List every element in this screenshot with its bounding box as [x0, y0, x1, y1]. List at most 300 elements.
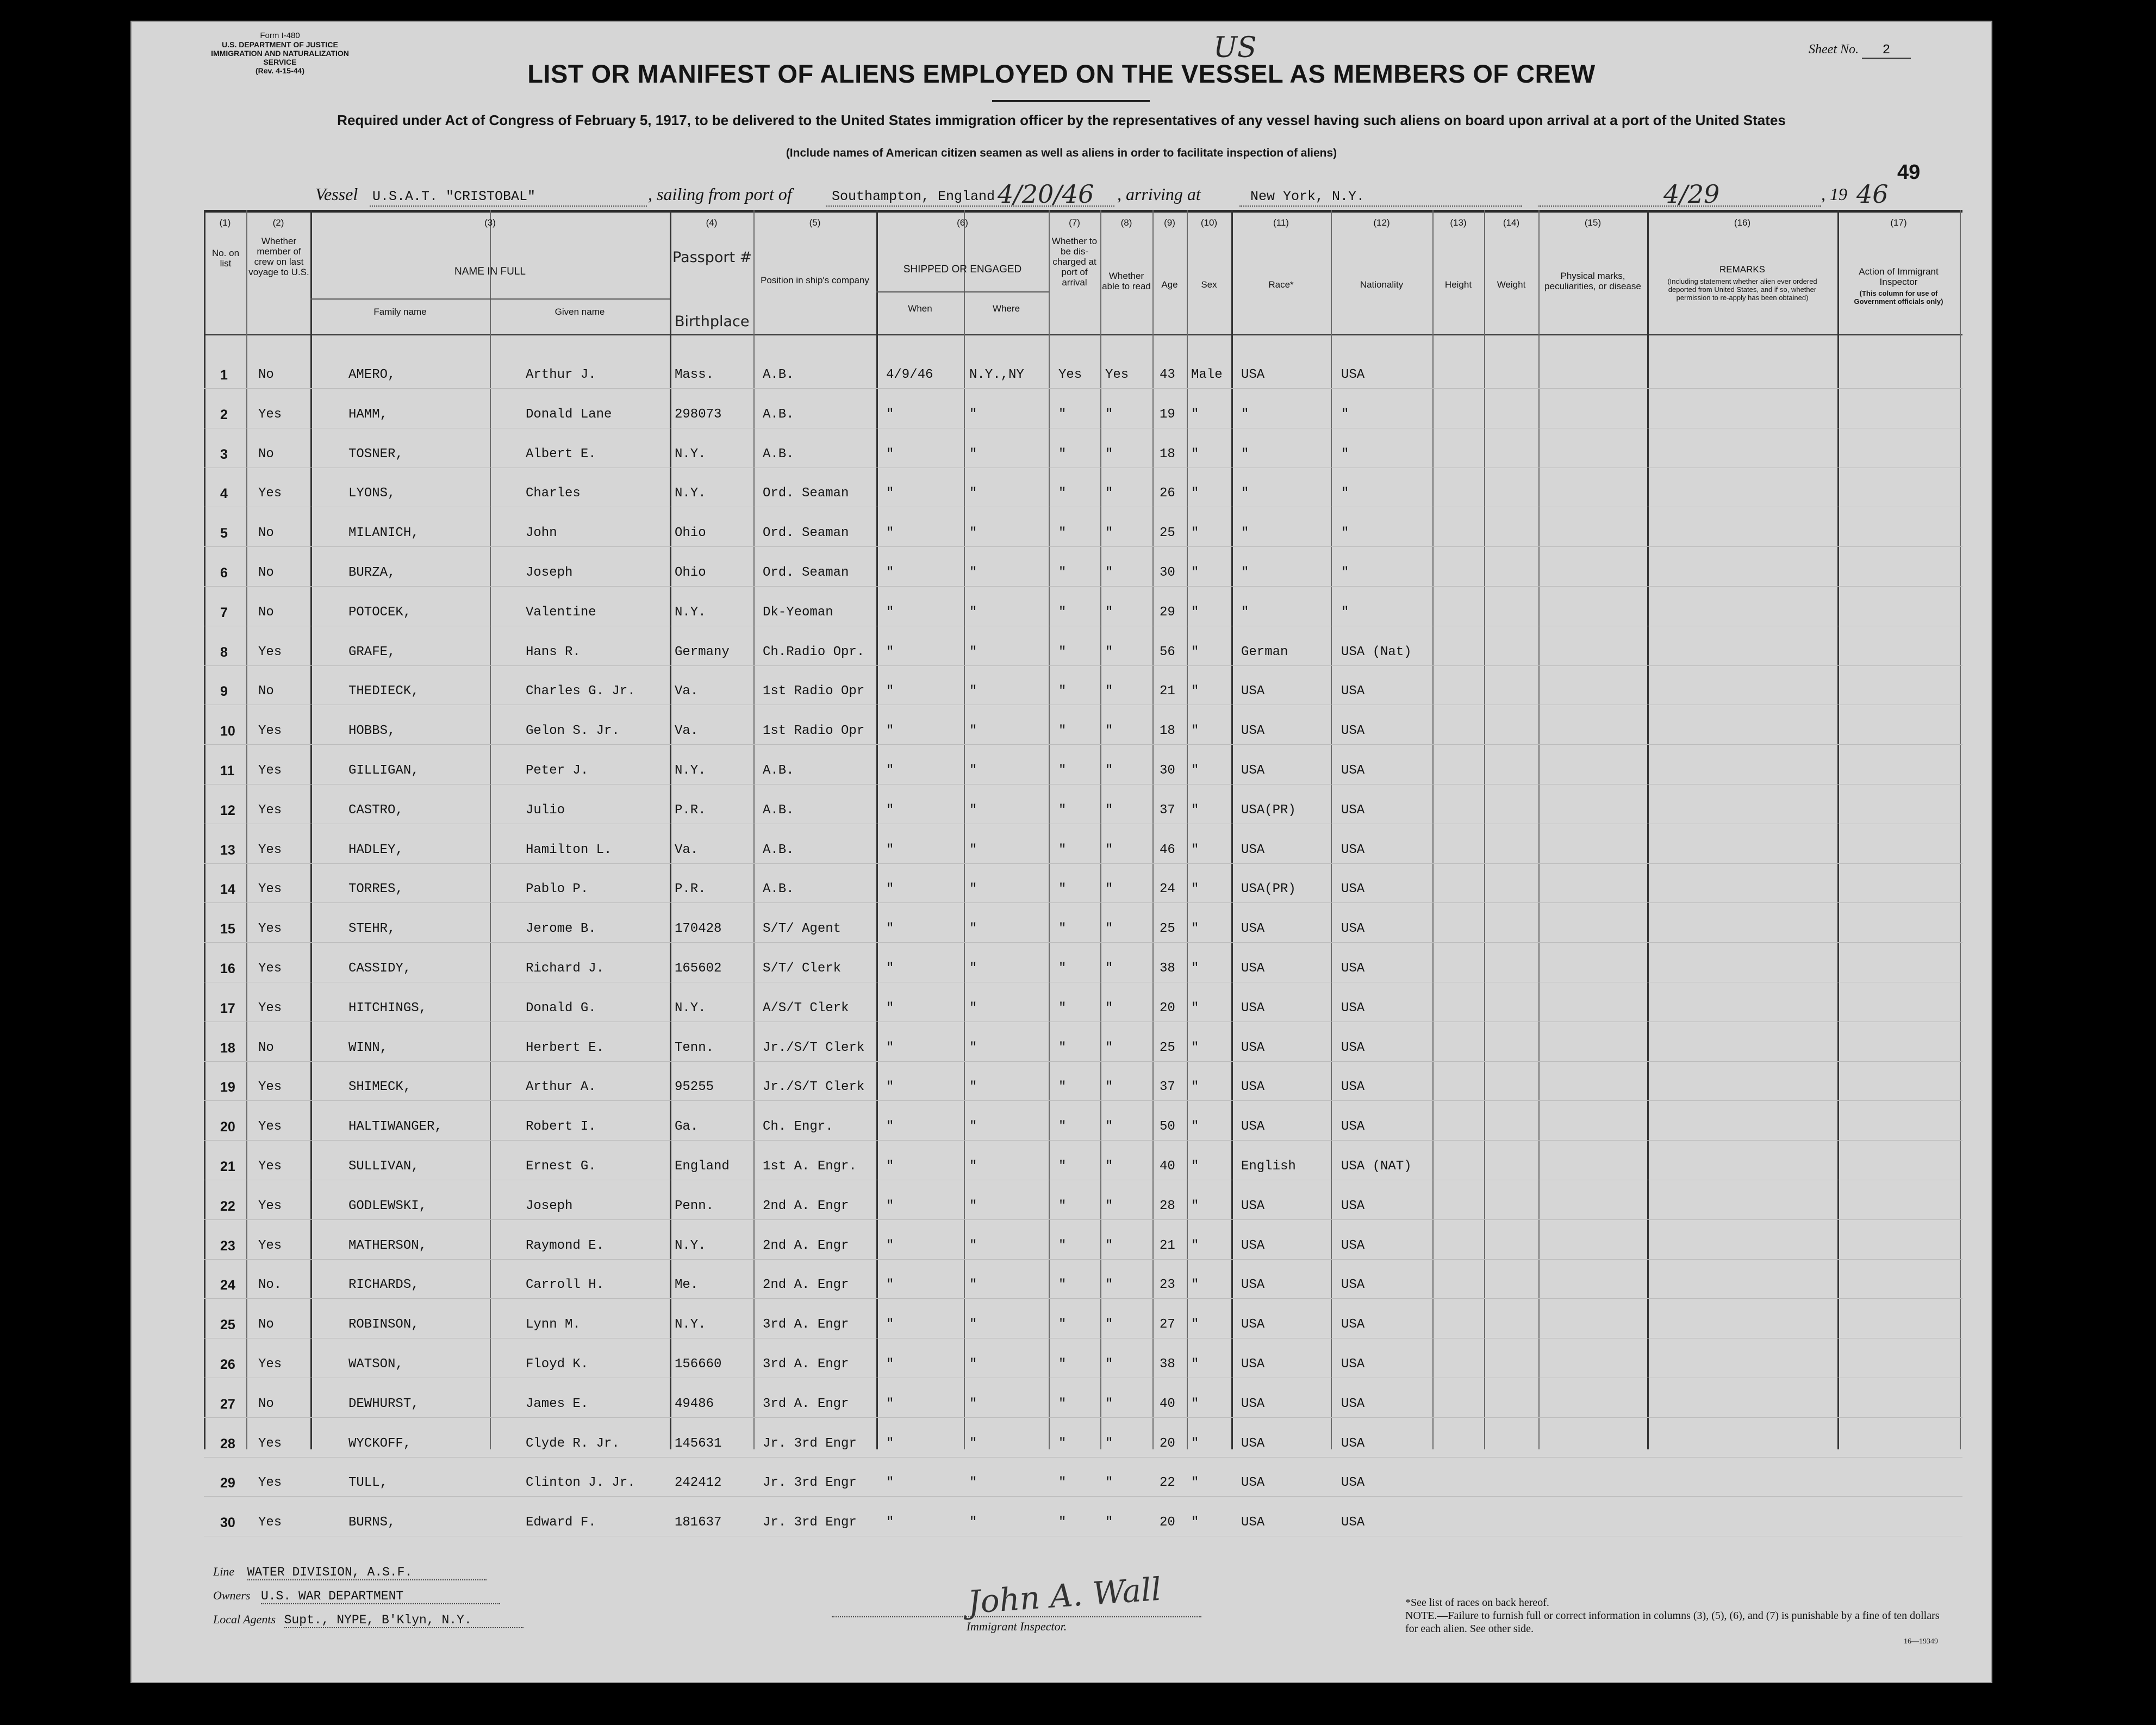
- row-position: Jr./S/T Clerk: [763, 1041, 865, 1055]
- row-last-voyage: No: [258, 605, 274, 620]
- row-family-name: HITCHINGS,: [348, 1001, 427, 1016]
- row-sex: ": [1191, 1397, 1199, 1411]
- row-shipped-where: ": [969, 1278, 977, 1292]
- row-position: A.B.: [763, 882, 794, 896]
- row-race: USA: [1241, 1001, 1265, 1016]
- row-discharged: ": [1058, 1397, 1067, 1411]
- row-race: USA: [1241, 1475, 1265, 1490]
- row-race: USA: [1241, 1238, 1265, 1253]
- row-nationality: USA: [1341, 368, 1365, 382]
- row-last-voyage: Yes: [258, 1475, 282, 1490]
- row-discharged: ": [1058, 1357, 1067, 1372]
- header-family-name: Family name: [373, 307, 427, 317]
- row-position: A.B.: [763, 803, 794, 818]
- row-nationality: USA: [1341, 1397, 1365, 1411]
- row-last-voyage: Yes: [258, 843, 282, 857]
- row-family-name: HALTIWANGER,: [348, 1119, 443, 1134]
- row-number: 15: [220, 921, 235, 937]
- row-discharged: ": [1058, 486, 1067, 501]
- row-age: 30: [1160, 763, 1175, 778]
- column-divider: [246, 210, 247, 1449]
- column-divider: [1231, 210, 1233, 1449]
- header-race: Race*: [1268, 279, 1294, 290]
- row-family-name: POTOCEK,: [348, 605, 412, 620]
- row-discharged: ": [1058, 1001, 1067, 1016]
- manifest-page: [130, 21, 1992, 1683]
- row-birthplace: Ohio: [675, 565, 706, 580]
- row-shipped-where: ": [969, 1080, 977, 1094]
- table-row: [204, 843, 1962, 864]
- row-last-voyage: Yes: [258, 1159, 282, 1174]
- row-able-to-read: ": [1105, 763, 1113, 778]
- row-number: 1: [220, 368, 228, 383]
- crew-table: [204, 210, 1962, 1530]
- row-sex: ": [1191, 1119, 1199, 1134]
- row-last-voyage: No: [258, 447, 274, 462]
- row-discharged: ": [1058, 763, 1067, 778]
- row-discharged: Yes: [1058, 368, 1082, 382]
- header-where: Where: [992, 303, 1020, 314]
- row-nationality: USA: [1341, 1001, 1365, 1016]
- header-able-to-read: Whether able to read: [1102, 271, 1151, 291]
- row-shipped-when: ": [886, 961, 894, 976]
- title-rule: [992, 100, 1150, 102]
- table-row: [204, 447, 1962, 469]
- row-number: 8: [220, 645, 228, 660]
- row-discharged: ": [1058, 526, 1067, 540]
- row-race: USA(PR): [1241, 803, 1296, 818]
- table-row: [204, 961, 1962, 983]
- row-shipped-when: ": [886, 1317, 894, 1332]
- row-last-voyage: Yes: [258, 1080, 282, 1094]
- row-age: 28: [1160, 1199, 1175, 1213]
- table-row: [204, 486, 1962, 508]
- form-revision: (Rev. 4-15-44): [255, 66, 304, 75]
- row-given-name: Carroll H.: [526, 1278, 605, 1292]
- row-number: 30: [220, 1515, 235, 1530]
- table-row: [204, 1041, 1962, 1062]
- table-row: [204, 565, 1962, 587]
- header-top-rule: [204, 210, 1962, 213]
- row-shipped-where: ": [969, 1159, 977, 1174]
- row-number: 11: [220, 763, 235, 779]
- header-given-name: Given name: [554, 307, 605, 317]
- row-age: 20: [1160, 1436, 1175, 1451]
- row-discharged: ": [1058, 1475, 1067, 1490]
- row-race: ": [1241, 526, 1249, 540]
- row-number: 9: [220, 684, 228, 699]
- table-row: [204, 763, 1962, 785]
- date-underline: [1538, 205, 1821, 207]
- row-position: Ord. Seaman: [763, 526, 849, 540]
- row-shipped-where: ": [969, 447, 977, 462]
- col-number: (11): [1273, 217, 1289, 228]
- header-bottom-rule: [204, 334, 1962, 335]
- row-age: 21: [1160, 684, 1175, 699]
- row-position: A.B.: [763, 447, 794, 462]
- row-nationality: ": [1341, 526, 1349, 540]
- row-position: Ord. Seaman: [763, 565, 849, 580]
- row-shipped-when: ": [886, 1199, 894, 1213]
- row-shipped-where: ": [969, 526, 977, 540]
- row-family-name: STEHR,: [348, 921, 396, 936]
- row-able-to-read: ": [1105, 1159, 1113, 1174]
- row-position: Ord. Seaman: [763, 486, 849, 501]
- row-age: 19: [1160, 407, 1175, 422]
- row-given-name: Pablo P.: [526, 882, 589, 896]
- row-able-to-read: ": [1105, 486, 1113, 501]
- row-nationality: USA (NAT): [1341, 1159, 1412, 1174]
- row-discharged: ": [1058, 1199, 1067, 1213]
- row-sex: ": [1191, 961, 1199, 976]
- row-shipped-where: ": [969, 565, 977, 580]
- row-nationality: ": [1341, 407, 1349, 422]
- row-family-name: WYCKOFF,: [348, 1436, 412, 1451]
- row-birthplace: P.R.: [675, 803, 706, 818]
- row-given-name: Clyde R. Jr.: [526, 1436, 620, 1451]
- row-able-to-read: ": [1105, 1238, 1113, 1253]
- row-nationality: USA: [1341, 961, 1365, 976]
- row-last-voyage: Yes: [258, 763, 282, 778]
- col-number: (12): [1373, 217, 1390, 228]
- header-remarks: REMARKS: [1719, 264, 1766, 275]
- col-number: (3): [484, 217, 496, 228]
- table-row: [204, 1317, 1962, 1339]
- row-sex: ": [1191, 803, 1199, 818]
- row-race: USA: [1241, 1278, 1265, 1292]
- row-race: USA: [1241, 1199, 1265, 1213]
- row-discharged: ": [1058, 1041, 1067, 1055]
- row-age: 18: [1160, 724, 1175, 738]
- row-sex: ": [1191, 565, 1199, 580]
- col-number: (6): [957, 217, 968, 228]
- column-divider: [1100, 210, 1101, 1449]
- row-shipped-when: ": [886, 1119, 894, 1134]
- row-family-name: HOBBS,: [348, 724, 396, 738]
- row-position: A.B.: [763, 763, 794, 778]
- row-able-to-read: ": [1105, 684, 1113, 699]
- row-discharged: ": [1058, 1515, 1067, 1530]
- row-family-name: AMERO,: [348, 368, 396, 382]
- row-nationality: USA: [1341, 803, 1365, 818]
- column-divider: [1484, 210, 1485, 1449]
- row-age: 29: [1160, 605, 1175, 620]
- column-divider: [1152, 210, 1154, 1449]
- row-family-name: THEDIECK,: [348, 684, 419, 699]
- row-age: 30: [1160, 565, 1175, 580]
- row-shipped-when: ": [886, 1357, 894, 1372]
- row-age: 50: [1160, 1119, 1175, 1134]
- owners-label: Owners: [213, 1589, 251, 1602]
- row-able-to-read: ": [1105, 526, 1113, 540]
- column-divider: [964, 210, 965, 1449]
- row-position: 2nd A. Engr: [763, 1199, 849, 1213]
- row-able-to-read: ": [1105, 1317, 1113, 1332]
- row-shipped-where: ": [969, 605, 977, 620]
- column-divider: [204, 210, 205, 1449]
- column-divider: [1837, 210, 1839, 1449]
- row-birthplace: 145631: [675, 1436, 722, 1451]
- row-able-to-read: ": [1105, 961, 1113, 976]
- row-discharged: ": [1058, 724, 1067, 738]
- row-position: Jr. 3rd Engr: [763, 1515, 857, 1530]
- page-title: LIST OR MANIFEST OF ALIENS EMPLOYED ON THE VESSEL AS MEMBERS OF CREW: [527, 59, 1596, 88]
- row-family-name: LYONS,: [348, 486, 396, 501]
- row-birthplace: 49486: [675, 1397, 714, 1411]
- row-number: 27: [220, 1397, 235, 1412]
- row-number: 13: [220, 843, 235, 858]
- row-shipped-when: ": [886, 447, 894, 462]
- row-birthplace: 170428: [675, 921, 722, 936]
- header-remarks-note: (Including statement whether alien ever ordered deported from United States, and if so, whether permission to re-apply has been obtained): [1667, 277, 1817, 302]
- row-able-to-read: ": [1105, 1357, 1113, 1372]
- row-shipped-when: ": [886, 1159, 894, 1174]
- row-number: 4: [220, 486, 228, 501]
- row-sex: ": [1191, 1436, 1199, 1451]
- col-number: (13): [1450, 217, 1467, 228]
- row-number: 12: [220, 803, 235, 818]
- row-sex: ": [1191, 1278, 1199, 1292]
- row-number: 26: [220, 1357, 235, 1372]
- vessel-line: [315, 173, 1889, 211]
- row-last-voyage: Yes: [258, 803, 282, 818]
- row-shipped-when: ": [886, 724, 894, 738]
- row-position: Ch. Engr.: [763, 1119, 833, 1134]
- table-row: [204, 1199, 1962, 1220]
- row-shipped-when: ": [886, 645, 894, 659]
- row-family-name: SHIMECK,: [348, 1080, 412, 1094]
- row-able-to-read: ": [1105, 1119, 1113, 1134]
- row-race: USA: [1241, 921, 1265, 936]
- row-shipped-where: ": [969, 1397, 977, 1411]
- row-nationality: USA: [1341, 843, 1365, 857]
- row-sex: Male: [1191, 368, 1223, 382]
- row-age: 40: [1160, 1159, 1175, 1174]
- table-row: [204, 724, 1962, 745]
- row-shipped-where: N.Y.,NY: [969, 368, 1024, 382]
- row-shipped-where: ": [969, 1041, 977, 1055]
- row-nationality: USA: [1341, 882, 1365, 896]
- row-given-name: Charles: [526, 486, 581, 501]
- row-family-name: BURNS,: [348, 1515, 396, 1530]
- row-shipped-where: ": [969, 1119, 977, 1134]
- row-shipped-when: ": [886, 565, 894, 580]
- row-last-voyage: Yes: [258, 724, 282, 738]
- row-shipped-where: ": [969, 1475, 977, 1490]
- row-given-name: Floyd K.: [526, 1357, 589, 1372]
- row-sex: ": [1191, 724, 1199, 738]
- row-race: USA: [1241, 368, 1265, 382]
- row-family-name: BURZA,: [348, 565, 396, 580]
- row-shipped-where: ": [969, 1001, 977, 1016]
- row-shipped-when: ": [886, 803, 894, 818]
- agents-label: Local Agents: [213, 1612, 276, 1626]
- column-divider: [876, 210, 878, 1449]
- row-last-voyage: Yes: [258, 1238, 282, 1253]
- col-number: (9): [1164, 217, 1175, 228]
- row-able-to-read: ": [1105, 645, 1113, 659]
- row-given-name: Edward F.: [526, 1515, 596, 1530]
- row-shipped-when: 4/9/46: [886, 368, 933, 382]
- table-row: [204, 605, 1962, 627]
- row-age: 20: [1160, 1001, 1175, 1016]
- row-shipped-when: ": [886, 1238, 894, 1253]
- row-position: 1st Radio Opr: [763, 724, 865, 738]
- row-shipped-when: ": [886, 843, 894, 857]
- row-given-name: Hans R.: [526, 645, 581, 659]
- row-age: 27: [1160, 1317, 1175, 1332]
- agents-underline: [284, 1612, 524, 1628]
- row-race: USA: [1241, 1080, 1265, 1094]
- row-number: 17: [220, 1001, 235, 1016]
- row-position: Jr. 3rd Engr: [763, 1436, 857, 1451]
- row-shipped-where: ": [969, 1238, 977, 1253]
- row-race: USA: [1241, 1515, 1265, 1530]
- arriving-label: , arriving at: [1117, 184, 1201, 204]
- row-race: USA: [1241, 961, 1265, 976]
- row-sex: ": [1191, 1080, 1199, 1094]
- row-birthplace: N.Y.: [675, 447, 706, 462]
- row-sex: ": [1191, 1475, 1199, 1490]
- row-last-voyage: Yes: [258, 486, 282, 501]
- sailing-date: 4/20/46: [998, 179, 1094, 209]
- arrival-underline: [1239, 205, 1522, 207]
- row-nationality: USA: [1341, 1357, 1365, 1372]
- row-age: 43: [1160, 368, 1175, 382]
- row-able-to-read: ": [1105, 1397, 1113, 1411]
- page-number: 49: [1897, 161, 1921, 184]
- table-row: [204, 1436, 1962, 1458]
- table-row: [204, 803, 1962, 825]
- row-last-voyage: No: [258, 1397, 274, 1411]
- row-number: 25: [220, 1317, 235, 1332]
- row-last-voyage: Yes: [258, 921, 282, 936]
- row-nationality: ": [1341, 447, 1349, 462]
- row-shipped-where: ": [969, 1317, 977, 1332]
- row-race: USA: [1241, 1397, 1265, 1411]
- row-shipped-where: ": [969, 1199, 977, 1213]
- row-shipped-when: ": [886, 605, 894, 620]
- row-able-to-read: ": [1105, 921, 1113, 936]
- sheet-number: [1809, 42, 1911, 59]
- row-number: 6: [220, 565, 228, 581]
- row-family-name: MATHERSON,: [348, 1238, 427, 1253]
- row-discharged: ": [1058, 1159, 1067, 1174]
- department: U.S. DEPARTMENT OF JUSTICE: [222, 40, 338, 49]
- row-nationality: ": [1341, 565, 1349, 580]
- column-divider: [1187, 210, 1188, 1449]
- sailing-label: , sailing from port of: [648, 184, 792, 204]
- line-field: [213, 1565, 487, 1580]
- row-shipped-when: ": [886, 486, 894, 501]
- row-able-to-read: ": [1105, 1199, 1113, 1213]
- row-sex: ": [1191, 1357, 1199, 1372]
- row-able-to-read: ": [1105, 843, 1113, 857]
- row-age: 20: [1160, 1515, 1175, 1530]
- row-sex: ": [1191, 526, 1199, 540]
- row-position: 2nd A. Engr: [763, 1278, 849, 1292]
- line-value: WATER DIVISION, A.S.F.: [247, 1565, 413, 1579]
- row-number: 29: [220, 1475, 235, 1491]
- requirement-text: Required under Act of Congress of February 5, 1917, to be delivered to the United States immigration officer by the representatives of any vessel having such aliens on board upon arrival at a port of the United States: [337, 112, 1786, 128]
- row-shipped-when: ": [886, 1278, 894, 1292]
- port-underline: [826, 205, 1114, 207]
- col-number: (15): [1584, 217, 1602, 228]
- row-race: USA: [1241, 843, 1265, 857]
- row-birthplace: P.R.: [675, 882, 706, 896]
- row-number: 28: [220, 1436, 235, 1452]
- row-position: 3rd A. Engr: [763, 1397, 849, 1411]
- row-given-name: Arthur J.: [526, 368, 596, 382]
- row-age: 18: [1160, 447, 1175, 462]
- row-sex: ": [1191, 882, 1199, 896]
- table-row: [204, 684, 1962, 706]
- row-sex: ": [1191, 1041, 1199, 1055]
- row-nationality: USA: [1341, 1041, 1365, 1055]
- row-birthplace: Tenn.: [675, 1041, 714, 1055]
- vessel-label: Vessel: [315, 184, 358, 204]
- row-age: 38: [1160, 961, 1175, 976]
- table-row: [204, 1515, 1962, 1537]
- row-number: 22: [220, 1199, 235, 1214]
- row-race: USA: [1241, 1436, 1265, 1451]
- row-shipped-where: ": [969, 921, 977, 936]
- row-birthplace: N.Y.: [675, 1317, 706, 1332]
- row-able-to-read: ": [1105, 447, 1113, 462]
- row-age: 38: [1160, 1357, 1175, 1372]
- header-weight: Weight: [1497, 279, 1526, 290]
- row-shipped-where: ": [969, 1436, 977, 1451]
- row-birthplace: Va.: [675, 724, 699, 738]
- row-race: USA: [1241, 724, 1265, 738]
- header-position: Position in ship's company: [761, 275, 869, 285]
- row-number: 21: [220, 1159, 235, 1174]
- row-given-name: Raymond E.: [526, 1238, 605, 1253]
- row-nationality: USA: [1341, 1515, 1365, 1530]
- row-shipped-where: ": [969, 882, 977, 896]
- row-birthplace: 242412: [675, 1475, 722, 1490]
- table-row: [204, 1119, 1962, 1141]
- row-last-voyage: Yes: [258, 1357, 282, 1372]
- row-nationality: USA: [1341, 1199, 1365, 1213]
- row-family-name: WATSON,: [348, 1357, 403, 1372]
- row-family-name: ROBINSON,: [348, 1317, 419, 1332]
- sheet-label: Sheet No.: [1809, 42, 1859, 57]
- row-position: Jr./S/T Clerk: [763, 1080, 865, 1094]
- row-shipped-when: ": [886, 1041, 894, 1055]
- row-race: ": [1241, 486, 1249, 501]
- column-divider: [670, 210, 671, 1449]
- footer-notes: [1405, 1596, 1949, 1648]
- row-age: 25: [1160, 921, 1175, 936]
- row-birthplace: Ga.: [675, 1119, 699, 1134]
- row-age: 37: [1160, 803, 1175, 818]
- row-sex: ": [1191, 843, 1199, 857]
- header-name-in-full: NAME IN FULL: [454, 266, 526, 277]
- header-sex: Sex: [1201, 279, 1217, 290]
- col-number: (17): [1890, 217, 1907, 228]
- row-race: ": [1241, 407, 1249, 422]
- owners-value: U.S. WAR DEPARTMENT: [260, 1589, 404, 1603]
- row-birthplace: N.Y.: [675, 605, 706, 620]
- row-sex: ": [1191, 1199, 1199, 1213]
- row-able-to-read: ": [1105, 1041, 1113, 1055]
- row-family-name: SULLIVAN,: [348, 1159, 419, 1174]
- row-last-voyage: Yes: [258, 961, 282, 976]
- row-sex: ": [1191, 1001, 1199, 1016]
- row-shipped-where: ": [969, 1515, 977, 1530]
- row-birthplace: N.Y.: [675, 1238, 706, 1253]
